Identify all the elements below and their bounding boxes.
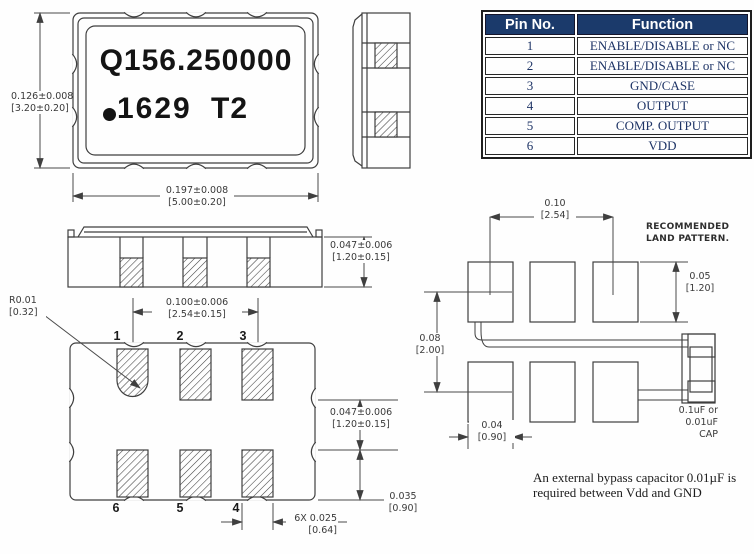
table-row xyxy=(485,77,748,95)
pin-number-cell: 1 xyxy=(485,37,575,55)
land-pattern-title-line2: LAND PATTERN. xyxy=(646,234,730,244)
thickness-dimension-label xyxy=(329,240,393,263)
pin-no-header: Pin No. xyxy=(485,14,575,35)
pitch-dimension-label xyxy=(152,297,242,320)
row-gap-mm-value: [1.20±0.15] xyxy=(332,418,390,430)
pad-width-mm-value: [0.64] xyxy=(308,524,337,536)
pin-function-cell: ENABLE/DISABLE or NC xyxy=(577,37,748,55)
pad-number-4: 4 xyxy=(232,501,240,515)
package-marking-lotcode: T2 xyxy=(211,92,249,125)
pad-number-5: 5 xyxy=(176,501,184,515)
land-pad-width-label xyxy=(469,420,515,443)
bypass-capacitor-note xyxy=(533,470,754,500)
height-inch-value: 0.126±0.008 xyxy=(11,91,74,102)
table-row xyxy=(485,57,748,75)
pin-number-cell: 3 xyxy=(485,77,575,95)
land-pattern-title-line1: RECOMMENDED xyxy=(646,222,730,232)
capacitor-value-line3: CAP xyxy=(699,429,718,440)
edge-inch-value: 0.035 xyxy=(389,491,417,502)
radius-mm-value: [0.32] xyxy=(9,306,38,318)
land-pitch-mm-value: [2.54] xyxy=(540,209,570,221)
land-row-spacing-label xyxy=(411,333,449,356)
land-row-inch-value: 0.08 xyxy=(419,333,441,344)
pad-number-6: 6 xyxy=(112,501,120,515)
land-pad-height-inch-value: 0.05 xyxy=(689,271,711,282)
thickness-inch-value: 0.047±0.006 xyxy=(330,240,393,251)
function-header: Function xyxy=(577,14,748,35)
pin-function-cell: ENABLE/DISABLE or NC xyxy=(577,57,748,75)
width-dimension-label xyxy=(160,185,234,208)
capacitor-value-line2: 0.01uF xyxy=(685,417,718,428)
package-marking-datecode: 1629 xyxy=(117,92,192,125)
pin1-indicator-dot xyxy=(103,108,116,121)
end-view-outline xyxy=(353,13,410,168)
pad-width-inch-value: 6X 0.025 xyxy=(294,513,337,524)
table-row xyxy=(485,37,748,55)
pin-function-cell: OUTPUT xyxy=(577,97,748,115)
height-mm-value: [3.20±0.20] xyxy=(11,102,69,114)
land-pitch-inch-value: 0.10 xyxy=(544,198,566,209)
pitch-mm-value: [2.54±0.15] xyxy=(168,308,226,320)
pad-number-2: 2 xyxy=(176,329,184,343)
land-pattern-title xyxy=(646,221,754,245)
edge-dimension-label xyxy=(384,491,422,514)
land-pad-height-label xyxy=(681,271,719,294)
pad-number-1: 1 xyxy=(113,329,121,343)
pad-width-dimension-label xyxy=(286,513,338,536)
land-pad-width-mm-value: [0.90] xyxy=(477,431,507,443)
land-pad-height-mm-value: [1.20] xyxy=(685,282,715,294)
pin-function-cell: COMP. OUTPUT xyxy=(577,117,748,135)
table-row xyxy=(485,137,748,155)
width-inch-value: 0.197±0.008 xyxy=(165,185,229,196)
land-row-mm-value: [2.00] xyxy=(415,344,445,356)
pin-function-table xyxy=(481,10,752,159)
pin-number-cell: 4 xyxy=(485,97,575,115)
pin-number-cell: 6 xyxy=(485,137,575,155)
package-marking-frequency: Q156.250000 xyxy=(99,44,293,77)
width-mm-value: [5.00±0.20] xyxy=(168,196,226,208)
pin-table-header-row xyxy=(485,14,748,35)
height-dimension-label xyxy=(10,91,74,114)
table-row xyxy=(485,117,748,135)
note-line2: required between Vdd and GND xyxy=(533,485,702,500)
radius-inch-value: R0.01 xyxy=(9,295,37,306)
land-pattern-dimension-lines xyxy=(424,217,688,449)
side-view-outline xyxy=(68,227,322,287)
pin-number-cell: 2 xyxy=(485,57,575,75)
capacitor-value-line1: 0.1uF or xyxy=(678,405,718,416)
pin-number-cell: 5 xyxy=(485,117,575,135)
land-pitch-label xyxy=(534,198,576,221)
edge-mm-value: [0.90] xyxy=(388,502,418,514)
table-row xyxy=(485,97,748,115)
top-view-outline xyxy=(72,12,318,168)
row-gap-dimension-label xyxy=(328,407,394,430)
pin-function-cell: VDD xyxy=(577,137,748,155)
thickness-mm-value: [1.20±0.15] xyxy=(332,251,390,263)
pitch-inch-value: 0.100±0.006 xyxy=(165,297,229,308)
pad-number-3: 3 xyxy=(239,329,247,343)
bottom-view-outline xyxy=(69,342,315,500)
row-gap-inch-value: 0.047±0.006 xyxy=(329,407,393,418)
corner-radius-label xyxy=(8,295,46,318)
land-pad-width-inch-value: 0.04 xyxy=(481,420,503,431)
note-line1: An external bypass capacitor 0.01µF is xyxy=(533,470,737,485)
pin-function-cell: GND/CASE xyxy=(577,77,748,95)
capacitor-label xyxy=(670,405,718,441)
